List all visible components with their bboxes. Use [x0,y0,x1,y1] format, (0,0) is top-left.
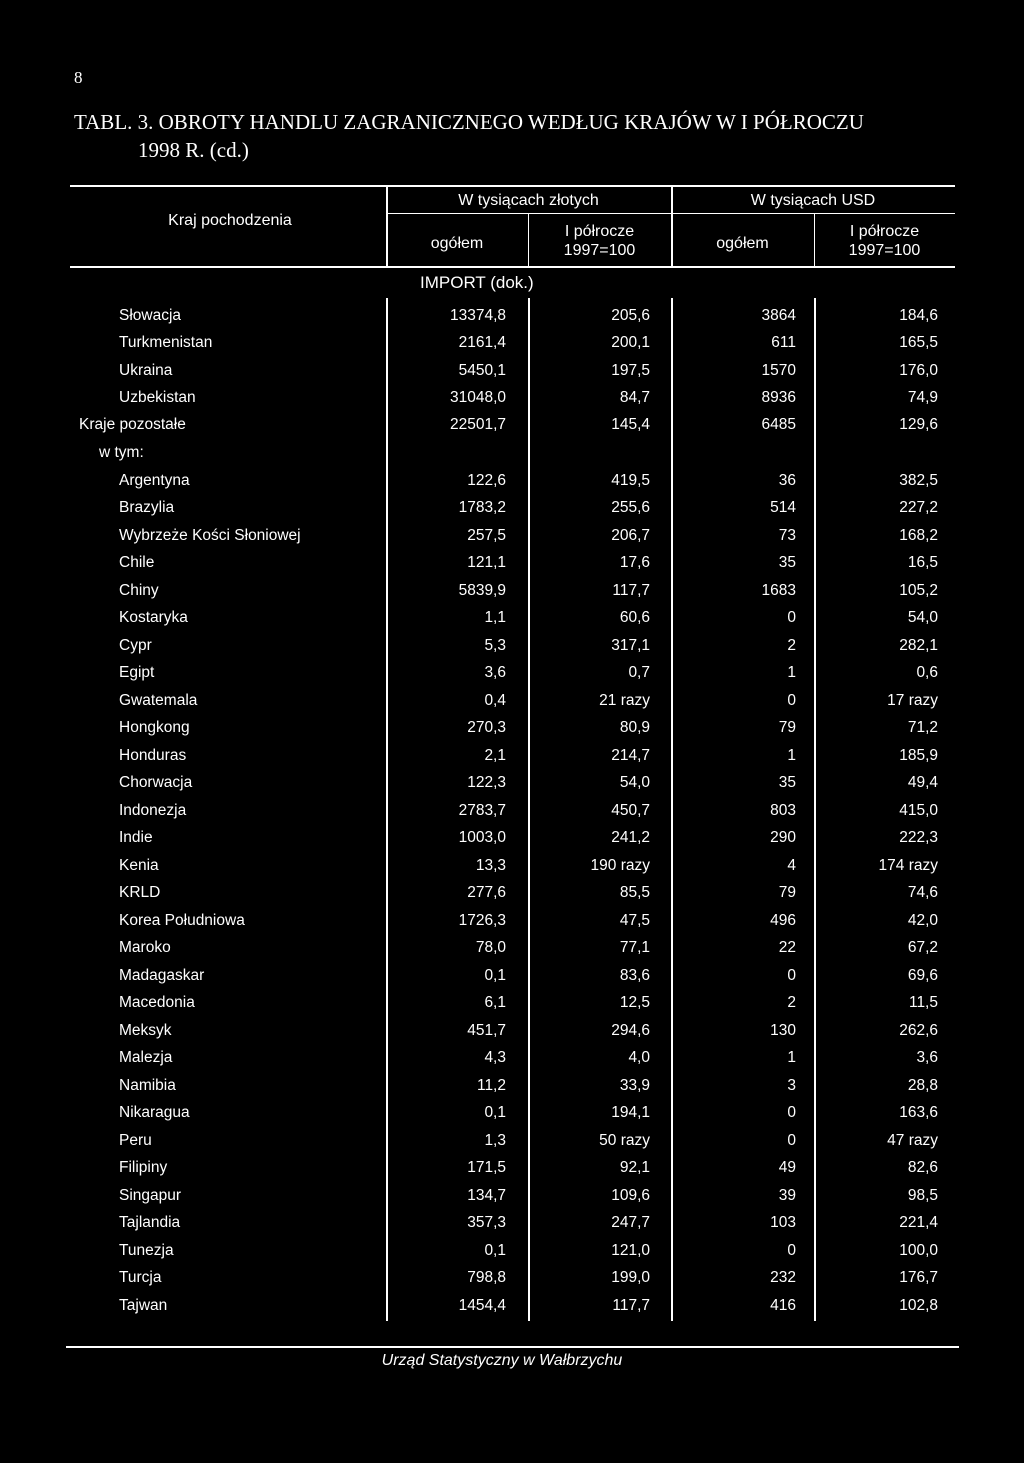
value-pln-total: 13,3 [475,857,506,874]
header-country: Kraj pochodzenia [168,212,292,229]
value-pln-index: 317,1 [611,637,650,654]
value-pln-index: 54,0 [619,774,650,791]
country-name: Madagaskar [119,967,205,984]
value-pln-index: 205,6 [611,307,650,324]
value-usd-index: 415,0 [899,802,938,819]
page-number: 8 [74,68,83,87]
value-usd-total: 8936 [761,389,796,406]
value-pln-index: 197,5 [611,362,650,379]
value-usd-index: 54,0 [907,609,938,626]
country-name: KRLD [119,884,161,901]
table-row [0,857,1024,884]
value-pln-index: 117,7 [612,582,650,599]
value-usd-total: 35 [778,774,796,791]
table-row [0,637,1024,664]
country-name: Kraje pozostałe [79,416,186,433]
header-top-rule [70,185,955,187]
value-usd-total: 130 [770,1022,796,1039]
value-pln-index: 190 razy [590,857,650,874]
table-row [0,1132,1024,1159]
value-usd-index: 74,6 [907,884,938,901]
value-pln-index: 199,0 [611,1269,650,1286]
country-name: Namibia [119,1077,176,1094]
value-pln-total: 1,1 [484,609,506,626]
value-usd-index: 74,9 [907,389,938,406]
value-usd-total: 496 [770,912,796,929]
value-pln-total: 1003,0 [458,829,506,846]
value-pln-total: 134,7 [467,1187,506,1204]
value-usd-total: 0 [787,1104,796,1121]
footer [0,1352,1024,1370]
value-pln-total: 2,1 [484,747,506,764]
value-pln-index: 241,2 [611,829,650,846]
country-name: Argentyna [119,472,190,489]
value-usd-index: 174 razy [878,857,938,874]
country-name: Macedonia [119,994,195,1011]
value-pln-total: 1726,3 [458,912,506,929]
value-usd-index: 262,6 [899,1022,938,1039]
value-usd-total: 0 [787,1242,796,1259]
value-usd-index: 69,6 [907,967,938,984]
value-usd-total: 0 [787,609,796,626]
country-name: Hongkong [119,719,190,736]
country-name: Singapur [119,1187,182,1204]
value-usd-index: 102,8 [899,1297,938,1314]
value-usd-total: 79 [778,884,796,901]
value-usd-total: 35 [778,554,796,571]
value-pln-index: 84,7 [619,389,650,406]
value-pln-index: 121,0 [611,1242,650,1259]
value-pln-total: 2783,7 [458,802,506,819]
table-row [0,307,1024,334]
value-pln-index: 12,5 [619,994,650,1011]
value-pln-index: 294,6 [611,1022,650,1039]
value-pln-total: 3,6 [484,664,506,681]
table-row [0,1022,1024,1049]
value-pln-index: 85,5 [619,884,650,901]
value-pln-total: 270,3 [467,719,506,736]
value-pln-total: 257,5 [467,527,506,544]
table-row [0,912,1024,939]
value-pln-total: 2161,4 [458,334,506,351]
value-pln-total: 121,1 [467,554,506,571]
section-label: IMPORT (dok.) [420,273,534,292]
value-usd-total: 3864 [761,307,796,324]
value-pln-index: 4,0 [628,1049,650,1066]
value-usd-index: 227,2 [899,499,938,516]
country-name: Kostaryka [119,609,188,626]
value-usd-total: 79 [778,719,796,736]
country-name: Filipiny [119,1159,168,1176]
value-pln-index: 419,5 [611,472,650,489]
table-row [0,554,1024,581]
value-usd-total: 22 [778,939,796,956]
header-usd-index-line2: 1997=100 [848,242,921,259]
country-name: Nikaragua [119,1104,190,1121]
value-usd-total: 4 [787,857,796,874]
value-pln-total: 357,3 [467,1214,506,1231]
table-row [0,1187,1024,1214]
value-pln-total: 1783,2 [458,499,506,516]
table-row [0,416,1024,443]
table-row [0,444,1024,471]
footer-rule [66,1346,959,1348]
table-row [0,747,1024,774]
header-pln-index [528,222,671,260]
value-usd-total: 290 [770,829,796,846]
country-name: Słowacja [119,307,182,324]
value-pln-index: 21 razy [599,692,650,709]
value-usd-total: 2 [787,637,796,654]
value-pln-total: 798,8 [467,1269,506,1286]
country-name: Turkmenistan [119,334,213,351]
table-row [0,774,1024,801]
table-row [0,1159,1024,1186]
value-pln-total: 1,3 [484,1132,506,1149]
table-row [0,692,1024,719]
value-usd-index: 82,6 [907,1159,938,1176]
value-usd-index: 67,2 [907,939,938,956]
value-usd-index: 28,8 [907,1077,938,1094]
value-pln-index: 80,9 [619,719,650,736]
value-usd-total: 1 [787,664,796,681]
country-name: Indie [119,829,153,846]
value-usd-total: 3 [787,1077,796,1094]
table-row [0,1214,1024,1241]
table-row [0,1242,1024,1269]
header-group-usd: W tysiącach USD [750,192,876,209]
value-usd-index: 16,5 [907,554,938,571]
value-usd-index: 3,6 [916,1049,938,1066]
country-name: Brazylia [119,499,175,516]
header-group-rule-usd [671,213,955,214]
country-name: Meksyk [119,1022,172,1039]
value-usd-index: 176,0 [899,362,938,379]
country-name: Korea Południowa [119,912,245,929]
value-pln-index: 200,1 [611,334,650,351]
value-usd-index: 176,7 [899,1269,938,1286]
value-pln-index: 450,7 [611,802,650,819]
value-usd-total: 1 [787,747,796,764]
value-pln-total: 122,3 [467,774,506,791]
value-usd-total: 803 [770,802,796,819]
value-pln-total: 4,3 [484,1049,506,1066]
footer-text: Urząd Statystyczny w Wałbrzychu [381,1352,623,1369]
value-pln-total: 0,1 [484,1104,506,1121]
value-pln-total: 78,0 [475,939,506,956]
value-usd-total: 1 [787,1049,796,1066]
value-pln-total: 31048,0 [449,389,506,406]
value-usd-index: 282,1 [899,637,938,654]
value-usd-total: 2 [787,994,796,1011]
value-pln-total: 11,2 [476,1077,506,1094]
value-usd-index: 71,2 [907,719,938,736]
table-row [0,802,1024,829]
country-name: Chile [119,554,155,571]
header-group-pln: W tysiącach złotych [458,192,599,209]
header-bottom-rule [70,266,955,268]
value-pln-index: 92,1 [619,1159,650,1176]
table-row [0,582,1024,609]
value-usd-total: 36 [778,472,796,489]
value-usd-index: 129,6 [899,416,938,433]
country-name: Gwatemala [119,692,198,709]
value-usd-index: 17 razy [887,692,938,709]
value-pln-index: 33,9 [619,1077,650,1094]
value-usd-index: 0,6 [916,664,938,681]
value-usd-total: 73 [778,527,796,544]
value-usd-index: 165,5 [899,334,938,351]
table-row [0,1297,1024,1324]
value-pln-index: 50 razy [599,1132,650,1149]
value-pln-index: 109,6 [611,1187,650,1204]
value-pln-total: 0,1 [484,967,506,984]
value-usd-index: 382,5 [899,472,938,489]
value-usd-index: 168,2 [899,527,938,544]
value-usd-total: 416 [770,1297,796,1314]
value-usd-total: 6485 [761,416,796,433]
country-name: Turcja [119,1269,162,1286]
table-row [0,472,1024,499]
value-usd-total: 1570 [761,362,796,379]
table-row [0,967,1024,994]
value-usd-total: 0 [787,692,796,709]
value-usd-index: 163,6 [899,1104,938,1121]
title-line-2: 1998 R. (cd.) [138,138,249,162]
country-name: Cypr [119,637,152,654]
table-row [0,829,1024,856]
value-pln-index: 83,6 [619,967,650,984]
value-usd-index: 185,9 [899,747,938,764]
value-pln-total: 5450,1 [458,362,506,379]
table-row [0,664,1024,691]
value-pln-index: 47,5 [619,912,650,929]
value-pln-index: 247,7 [611,1214,650,1231]
value-pln-total: 171,5 [467,1159,506,1176]
table-row [0,1049,1024,1076]
table-row [0,527,1024,554]
header-usd-total: ogółem [716,235,769,252]
value-usd-total: 39 [778,1187,796,1204]
country-name: Wybrzeże Kości Słoniowej [119,527,301,544]
country-name: Tajlandia [119,1214,181,1231]
country-name: Malezja [119,1049,173,1066]
country-name: Chiny [119,582,159,599]
value-usd-index: 221,4 [899,1214,938,1231]
header-usd-index [814,222,955,260]
value-pln-total: 5,3 [484,637,506,654]
table-row [0,994,1024,1021]
value-usd-total: 0 [787,967,796,984]
value-usd-index: 105,2 [899,582,938,599]
header-pln-index-line2: 1997=100 [563,242,636,259]
value-pln-total: 1454,4 [458,1297,506,1314]
value-pln-total: 6,1 [484,994,506,1011]
title-line-1: TABL. 3. OBROTY HANDLU ZAGRANICZNEGO WEDŁUG KRAJÓW W I PÓŁROCZU [74,110,864,134]
table-row [0,609,1024,636]
country-name: Uzbekistan [119,389,196,406]
value-pln-index: 77,1 [619,939,650,956]
value-usd-total: 232 [770,1269,796,1286]
table-row [0,1269,1024,1296]
value-pln-index: 60,6 [619,609,650,626]
table-row [0,1077,1024,1104]
value-usd-index: 11,5 [908,994,938,1011]
value-usd-index: 100,0 [899,1242,938,1259]
country-name: Tajwan [119,1297,168,1314]
value-pln-index: 145,4 [611,416,650,433]
value-pln-index: 117,7 [612,1297,650,1314]
country-name: Ukraina [119,362,173,379]
value-usd-total: 49 [778,1159,796,1176]
table-row [0,939,1024,966]
value-usd-total: 611 [771,334,796,351]
value-pln-index: 214,7 [611,747,650,764]
value-pln-total: 122,6 [467,472,506,489]
table-row [0,499,1024,526]
value-pln-total: 0,4 [484,692,506,709]
value-usd-index: 222,3 [899,829,938,846]
value-usd-index: 98,5 [907,1187,938,1204]
country-name: Honduras [119,747,187,764]
value-pln-index: 206,7 [611,527,650,544]
table-title [74,108,864,164]
value-usd-total: 103 [770,1214,796,1231]
value-pln-total: 0,1 [484,1242,506,1259]
country-name: w tym: [99,444,144,461]
value-pln-index: 17,6 [619,554,650,571]
value-usd-index: 42,0 [907,912,938,929]
value-usd-total: 0 [787,1132,796,1149]
value-pln-total: 22501,7 [449,416,506,433]
header-pln-index-line1: I półrocze [564,223,635,240]
value-usd-total: 514 [770,499,796,516]
value-pln-index: 194,1 [611,1104,650,1121]
table-row [0,884,1024,911]
country-name: Maroko [119,939,171,956]
value-pln-index: 0,7 [628,664,650,681]
table-row [0,334,1024,361]
value-usd-index: 49,4 [907,774,938,791]
country-name: Peru [119,1132,152,1149]
value-pln-total: 13374,8 [449,307,506,324]
value-usd-total: 1683 [761,582,796,599]
table-row [0,719,1024,746]
country-name: Indonezja [119,802,187,819]
value-pln-index: 255,6 [611,499,650,516]
table-row [0,362,1024,389]
table-row [0,389,1024,416]
value-pln-total: 451,7 [467,1022,506,1039]
country-name: Chorwacja [119,774,193,791]
country-name: Egipt [119,664,155,681]
value-pln-total: 5839,9 [458,582,506,599]
value-usd-index: 184,6 [899,307,938,324]
value-usd-index: 47 razy [887,1132,938,1149]
country-name: Tunezja [119,1242,174,1259]
table-row [0,1104,1024,1131]
country-name: Kenia [119,857,159,874]
header-pln-total: ogółem [430,235,484,252]
header-usd-index-line1: I półrocze [849,223,920,240]
value-pln-total: 277,6 [467,884,506,901]
